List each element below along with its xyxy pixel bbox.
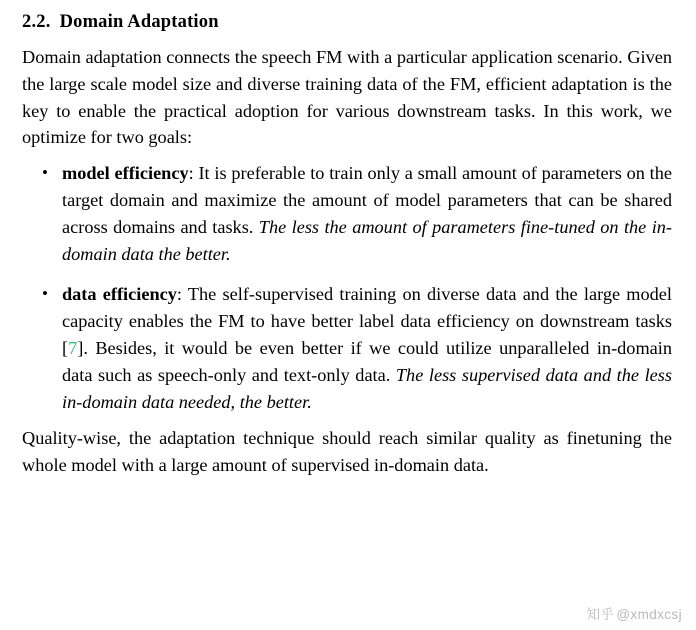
closing-paragraph: Quality-wise, the adaptation technique should reach similar quality as finetuning the whole model with a large amount of supervised in-domain data. bbox=[22, 428, 672, 476]
goal-label: data efficiency bbox=[62, 284, 177, 305]
goal-emphasis: The less the amount of parameters fine-tuned on the in-domain data the better. bbox=[62, 216, 673, 264]
goal-body: It is preferable to train only a small amount of parameters on the target domain and maximize the amount of model parameters that can be shared across domains and tasks. bbox=[62, 163, 672, 237]
goal-body-mid: ]. Besides, it would be even better if we could utilize unparalleled in-domain data such as speech-only and text-only data. bbox=[62, 337, 672, 385]
citation-link[interactable]: 7 bbox=[68, 337, 78, 358]
section-number: 2.2. bbox=[22, 12, 51, 32]
goal-label: model efficiency bbox=[62, 163, 189, 184]
watermark bbox=[587, 603, 682, 623]
goals-list bbox=[22, 160, 672, 415]
list-item bbox=[22, 160, 672, 267]
bullet-icon: • bbox=[42, 163, 48, 183]
goal-emphasis: The less supervised data and the less in-domain data needed, the better. bbox=[62, 364, 672, 412]
goal-body: The self-supervised training on diverse data and the large model capacity enables the FM to have better label data efficiency on downstream tasks [ bbox=[62, 284, 672, 358]
goal-separator: : bbox=[176, 284, 188, 305]
section-title: Domain Adaptation bbox=[59, 12, 219, 32]
zhihu-logo-icon: 知乎 bbox=[586, 607, 615, 622]
watermark-handle: @xmdxcsj bbox=[616, 607, 682, 622]
intro-paragraph: Domain adaptation connects the speech FM with a particular application scenario. Given the large scale model size and diverse training data of the FM, efficient adaptation is the key to enable the practical adoption for various downstream tasks. In this work, we optimize for two goals: bbox=[22, 47, 672, 148]
goal-separator: : bbox=[188, 163, 199, 184]
section-heading bbox=[22, 12, 672, 33]
list-item bbox=[22, 281, 672, 415]
bullet-icon: • bbox=[42, 284, 48, 304]
